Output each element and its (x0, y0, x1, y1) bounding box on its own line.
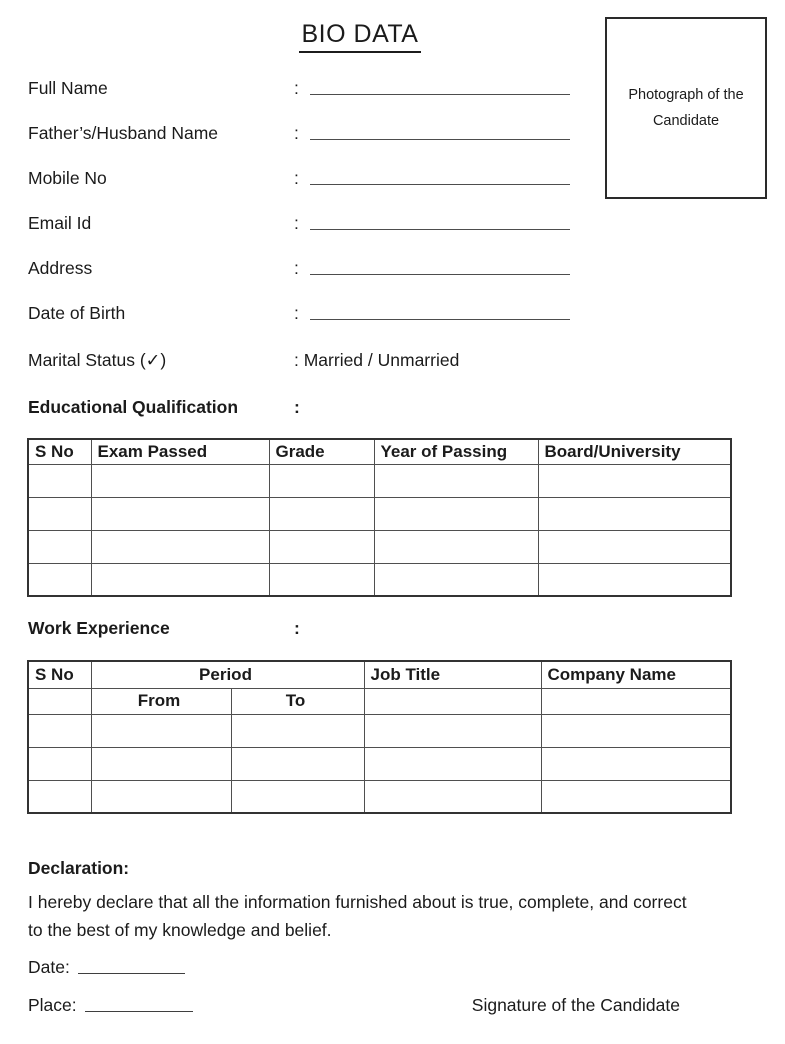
col-header-period: Period (91, 661, 364, 688)
table-cell (91, 714, 231, 747)
work-subheader-row (28, 688, 731, 714)
address-line (310, 274, 570, 275)
col-header-sno: S No (28, 439, 91, 464)
education-table (27, 438, 732, 597)
section-title: Educational Qualification (28, 396, 239, 417)
table-cell (269, 464, 374, 497)
table-cell (28, 714, 91, 747)
table-cell (91, 780, 231, 813)
table-cell (541, 747, 731, 780)
signature-label: Signature of the Candidate (471, 994, 680, 1015)
table-cell (374, 497, 538, 530)
work-empty-row (28, 714, 731, 747)
date-line (78, 973, 185, 974)
field-label: Email Id (28, 213, 92, 233)
table-cell (538, 464, 731, 497)
field-colon: : (294, 303, 299, 323)
table-cell (91, 497, 269, 530)
field-colon: : (294, 168, 299, 188)
photo-placeholder-label: Photograph of the Candidate (628, 87, 744, 129)
section-title: Work Experience (28, 617, 170, 638)
table-cell (91, 464, 269, 497)
table-cell (364, 747, 541, 780)
table-cell (374, 563, 538, 596)
table-cell (231, 747, 364, 780)
field-label: Father’s/Husband Name (28, 123, 219, 143)
table-cell (538, 563, 731, 596)
table-cell (269, 530, 374, 563)
field-address (0, 246, 785, 291)
table-cell (91, 530, 269, 563)
table-cell (541, 780, 731, 813)
field-colon: : (294, 213, 299, 233)
section-colon: : (294, 617, 300, 638)
photo-placeholder-box (605, 17, 767, 199)
education-empty-row (28, 563, 731, 596)
field-label: Marital Status (✓) (28, 349, 167, 370)
col-subheader-from: From (91, 688, 231, 714)
declaration-heading: Declaration: (28, 858, 130, 878)
education-empty-row (28, 464, 731, 497)
field-email-id (0, 201, 785, 246)
field-marital-status (0, 336, 785, 384)
table-cell (538, 497, 731, 530)
table-cell (28, 747, 91, 780)
work-experience-table (27, 660, 732, 814)
email-id-line (310, 229, 570, 230)
col-header-board-university: Board/University (538, 439, 731, 464)
table-cell (231, 780, 364, 813)
col-header-sno: S No (28, 661, 91, 688)
marital-status-options: : Married / Unmarried (294, 349, 460, 370)
col-header-grade: Grade (269, 439, 374, 464)
field-colon: : (294, 78, 299, 98)
table-cell (269, 497, 374, 530)
field-label: Full Name (28, 78, 108, 98)
table-cell (364, 688, 541, 714)
table-cell (538, 530, 731, 563)
col-header-year-of-passing: Year of Passing (374, 439, 538, 464)
field-label: Address (28, 258, 93, 278)
table-cell (364, 780, 541, 813)
table-cell (364, 714, 541, 747)
section-colon: : (294, 396, 300, 417)
date-of-birth-line (310, 319, 570, 320)
work-empty-row (28, 780, 731, 813)
table-cell (374, 530, 538, 563)
table-cell (28, 688, 91, 714)
education-section-heading (0, 392, 785, 422)
place-line (85, 1011, 193, 1012)
work-section-heading (0, 613, 785, 643)
place-label: Place: (28, 994, 77, 1015)
table-cell (91, 563, 269, 596)
table-cell (28, 563, 91, 596)
date-row (28, 954, 785, 980)
declaration-text: I hereby declare that all the information furnished about is true, complete, and correct to the best of my knowledge and belief. (28, 892, 687, 940)
work-header-row (28, 661, 731, 688)
education-header-row (28, 439, 731, 464)
education-empty-row (28, 530, 731, 563)
field-label: Mobile No (28, 168, 107, 188)
page-title: BIO DATA (299, 20, 422, 53)
education-empty-row (28, 497, 731, 530)
table-cell (231, 714, 364, 747)
col-subheader-to: To (231, 688, 364, 714)
table-cell (541, 688, 731, 714)
field-date-of-birth (0, 291, 785, 336)
field-colon: : (294, 123, 299, 143)
date-label: Date: (28, 956, 70, 977)
mobile-no-line (310, 184, 570, 185)
table-cell (541, 714, 731, 747)
table-cell (28, 464, 91, 497)
field-colon: : (294, 258, 299, 278)
father-husband-name-line (310, 139, 570, 140)
table-cell (28, 530, 91, 563)
col-header-company-name: Company Name (541, 661, 731, 688)
field-label: Date of Birth (28, 303, 126, 323)
place-row (28, 992, 757, 1018)
col-header-exam-passed: Exam Passed (91, 439, 269, 464)
table-cell (374, 464, 538, 497)
table-cell (28, 780, 91, 813)
col-header-job-title: Job Title (364, 661, 541, 688)
full-name-line (310, 94, 570, 95)
table-cell (269, 563, 374, 596)
table-cell (28, 497, 91, 530)
table-cell (91, 747, 231, 780)
work-empty-row (28, 747, 731, 780)
